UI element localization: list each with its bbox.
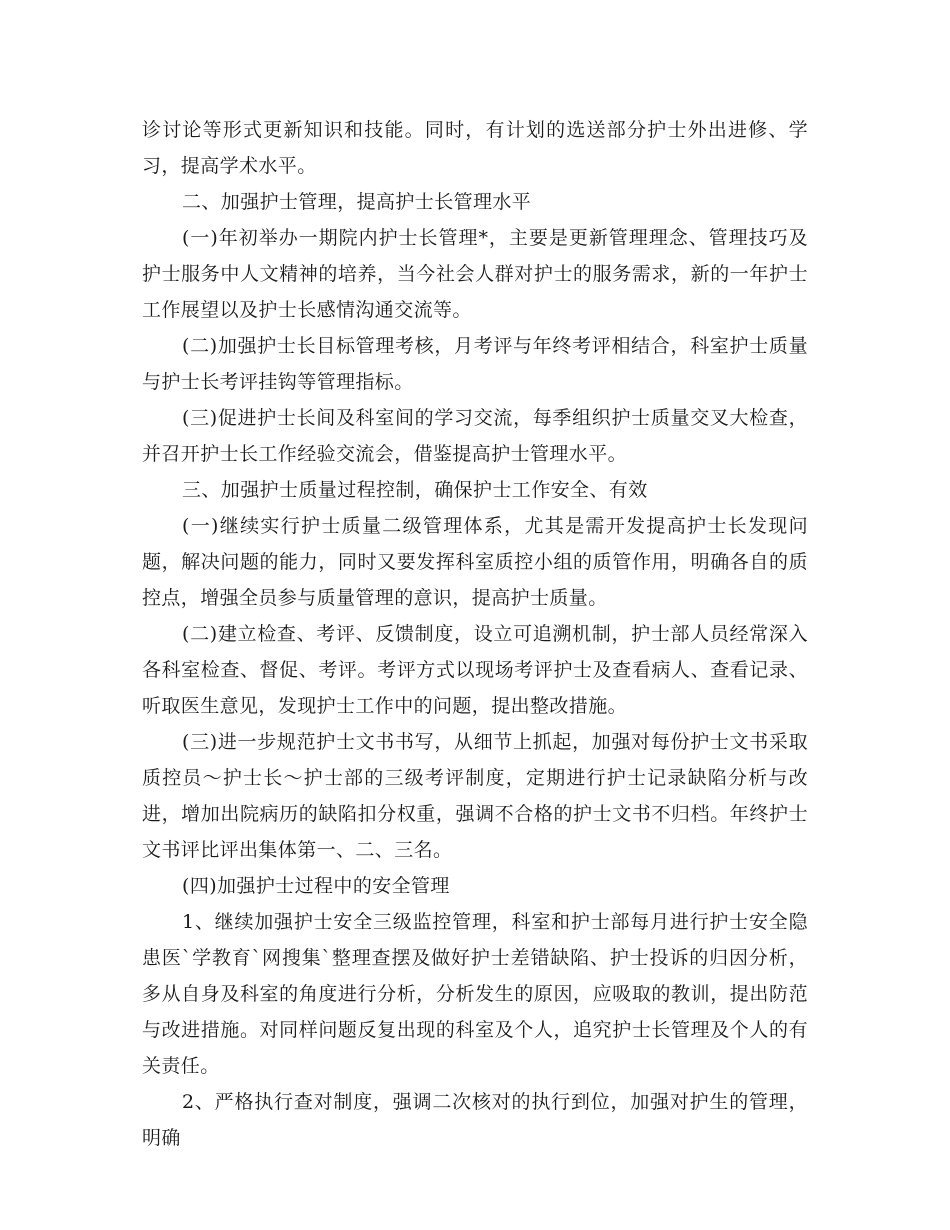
document-body bbox=[142, 112, 808, 1156]
paragraph: (四)加强护士过程中的安全管理 bbox=[182, 875, 450, 897]
paragraph: (二)建立检查、考评、反馈制度，设立可追溯机制，护士部人员经常深入各科室检查、督促、考评。考评方式以现场考评护士及查看病人、查看记录、听取医生意见，发现护士工作中的问题，提出整改措施。 bbox=[142, 623, 808, 717]
paragraph: 三、加强护士质量过程控制，确保护士工作安全、有效 bbox=[182, 479, 648, 501]
paragraph: 2、严格执行查对制度，强调二次核对的执行到位，加强对护生的管理，明确 bbox=[142, 1091, 808, 1149]
paragraph: (一)年初举办一期院内护士长管理*，主要是更新管理理念、管理技巧及护士服务中人文精神的培养，当今社会人群对护士的服务需求，新的一年护士工作展望以及护士长感情沟通交流等。 bbox=[142, 227, 808, 321]
paragraph: (一)继续实行护士质量二级管理体系，尤其是需开发提高护士长发现问题，解决问题的能力，同时又要发挥科室质控小组的质管作用，明确各自的质控点，增强全员参与质量管理的意识，提高护士质量。 bbox=[142, 515, 808, 609]
paragraph: (二)加强护士长目标管理考核，月考评与年终考评相结合，科室护士质量与护士长考评挂钩等管理指标。 bbox=[142, 335, 808, 393]
paragraph: (三)进一步规范护士文书书写，从细节上抓起，加强对每份护士文书采取质控员～护士长～护士部的三级考评制度，定期进行护士记录缺陷分析与改进，增加出院病历的缺陷扣分权重，强调不合格的护士文书不归档。年终护士文书评比评出集体第一、二、三名。 bbox=[142, 731, 808, 861]
paragraph: (三)促进护士长间及科室间的学习交流，每季组织护士质量交叉大检查，并召开护士长工作经验交流会，借鉴提高护士管理水平。 bbox=[142, 407, 808, 465]
paragraph: 1、继续加强护士安全三级监控管理，科室和护士部每月进行护士安全隐患医`学教育`网搜集`整理查摆及做好护士差错缺陷、护士投诉的归因分析，多从自身及科室的角度进行分析，分析发生的原因，应吸取的教训，提出防范与改进措施。对同样问题反复出现的科室及个人，追究护士长管理及个人的有关责任。 bbox=[142, 911, 808, 1077]
paragraph: 诊讨论等形式更新知识和技能。同时，有计划的选送部分护士外出进修、学习，提高学术水平。 bbox=[142, 119, 808, 177]
paragraph: 二、加强护士管理，提高护士长管理水平 bbox=[182, 191, 532, 213]
